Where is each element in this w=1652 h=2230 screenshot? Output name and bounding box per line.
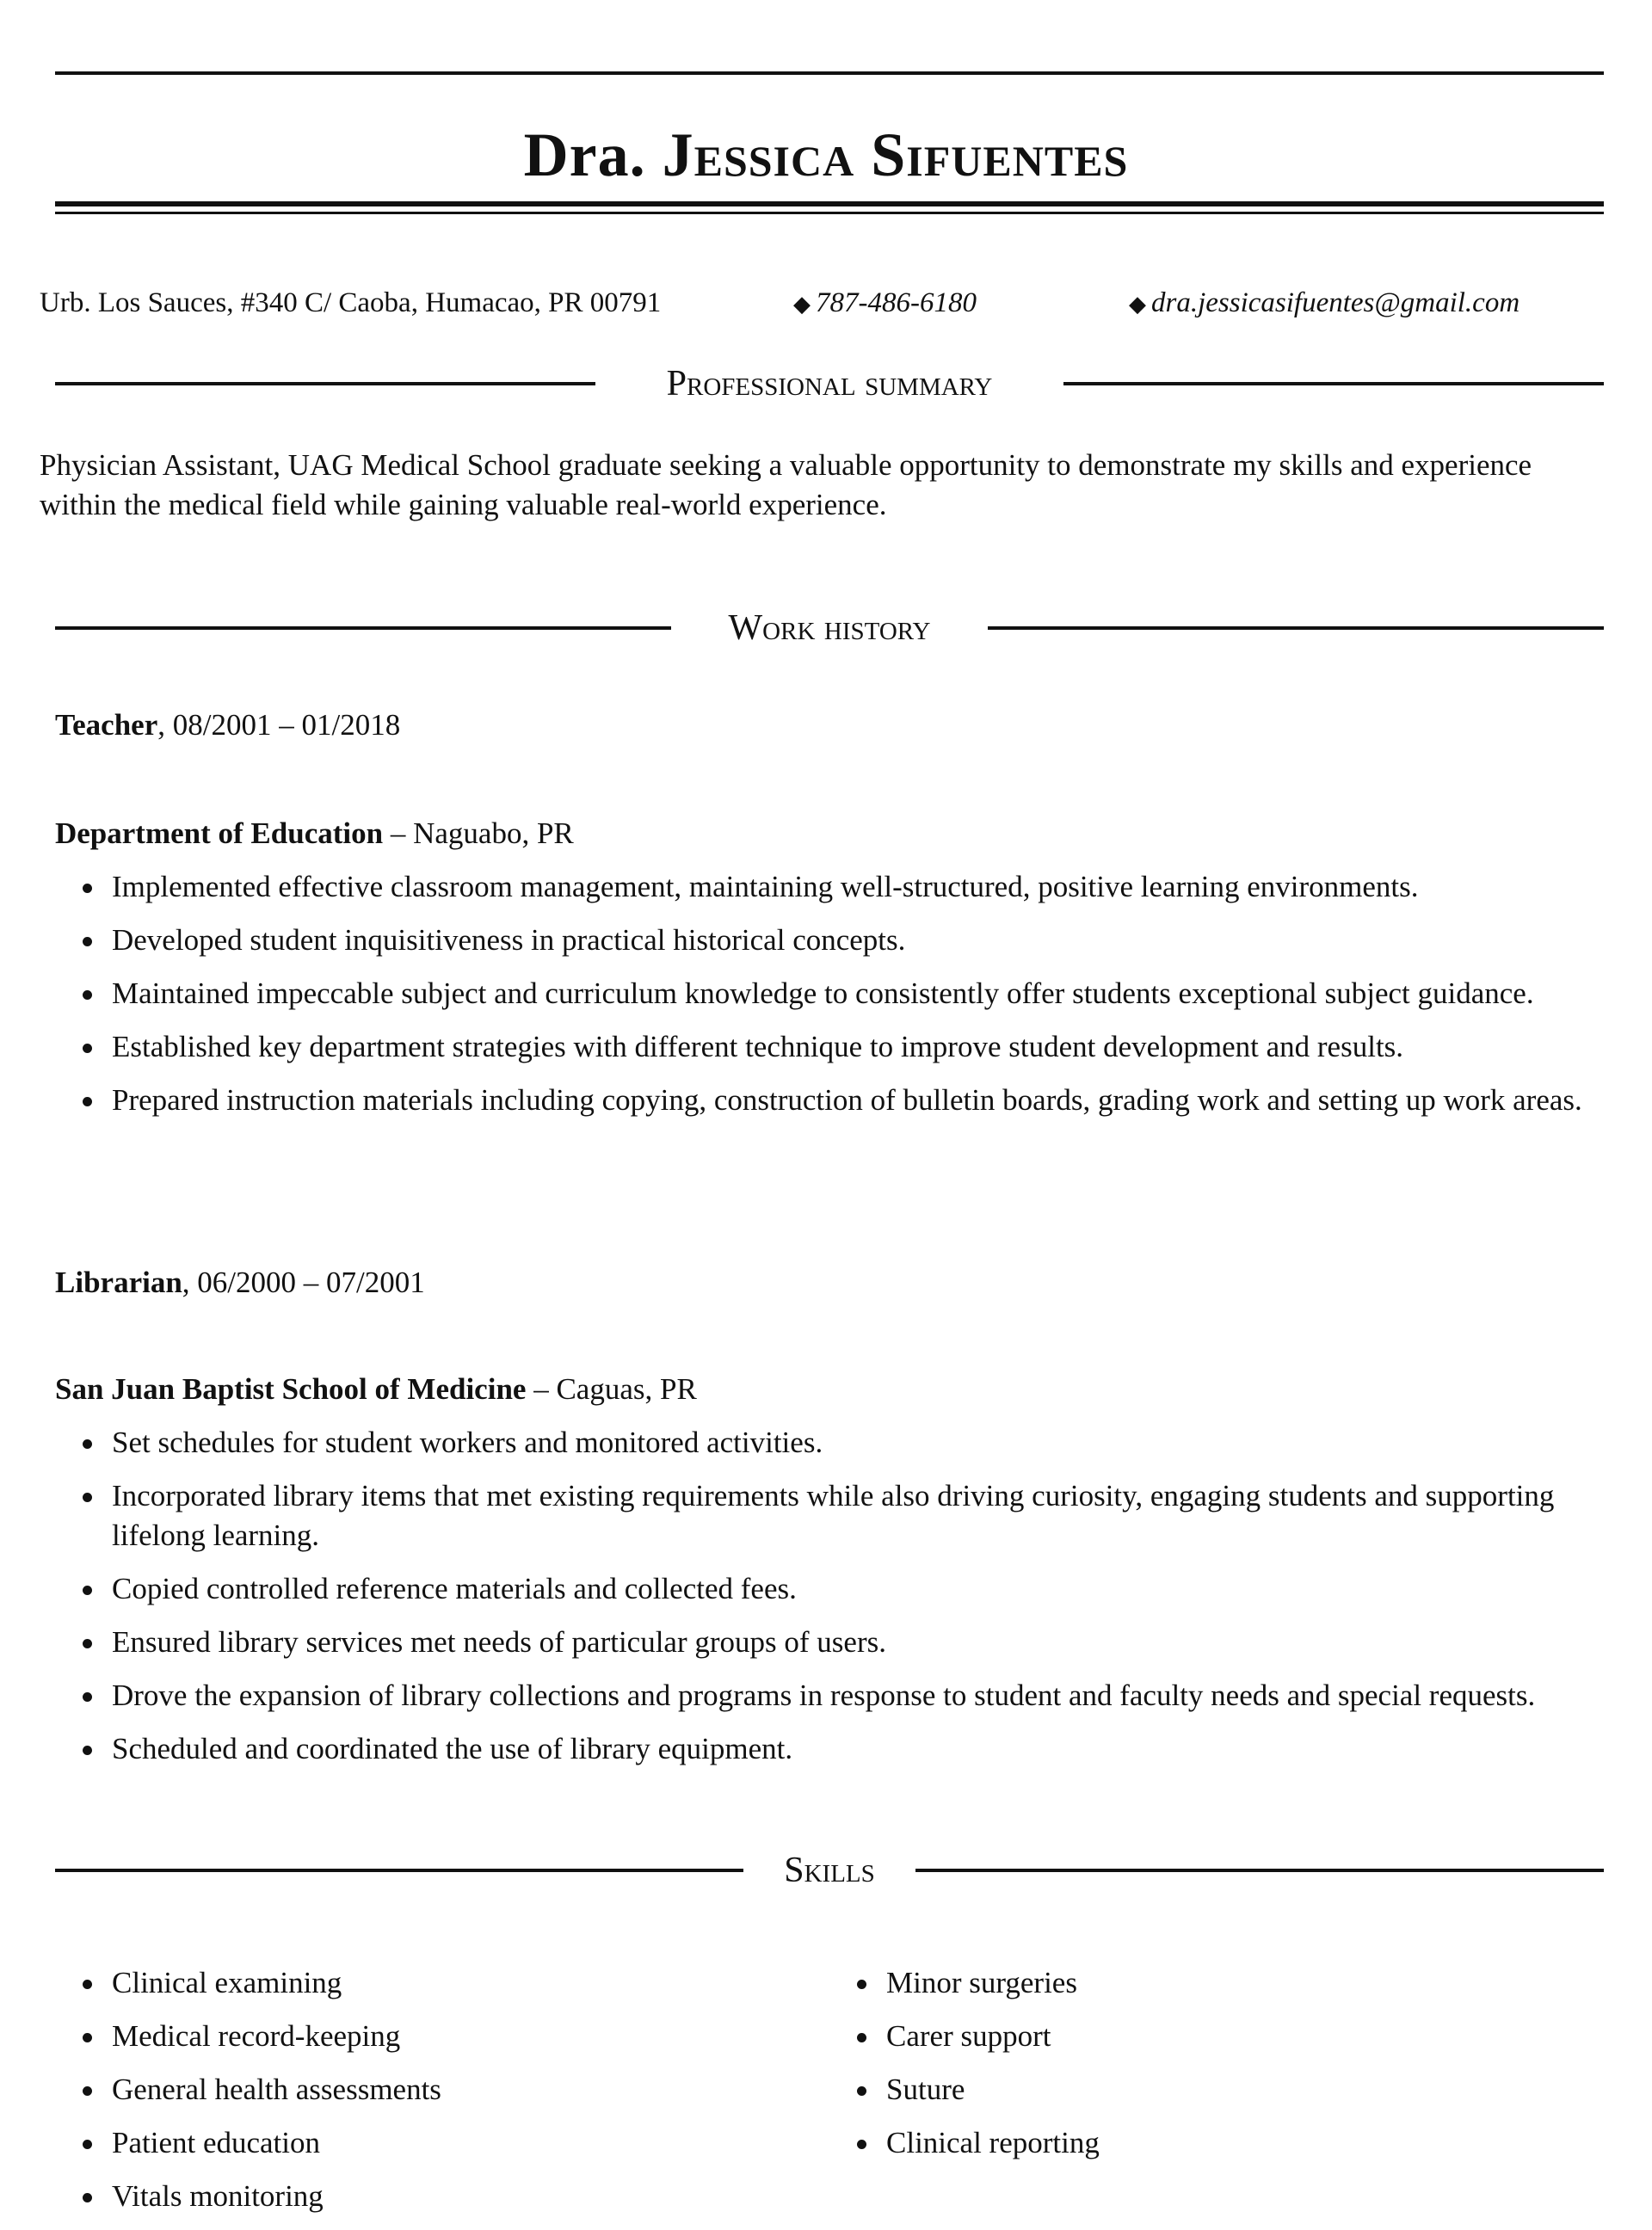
job-title-line (55, 705, 400, 745)
diamond-icon: ◆ (1129, 292, 1146, 317)
list-item: Drove the expansion of library collections and programs in response to student and faculty needs and special requests. (55, 1676, 1604, 1716)
job-bullets (55, 1423, 1604, 1783)
diamond-icon: ◆ (793, 292, 811, 317)
top-rule (55, 71, 1604, 75)
list-item: Developed student inquisitiveness in practical historical concepts. (55, 921, 1604, 960)
list-item: Set schedules for student workers and monitored activities. (55, 1423, 1604, 1463)
job-employer: San Juan Baptist School of Medicine (55, 1372, 527, 1406)
job-dates: , 06/2000 – 07/2001 (182, 1266, 425, 1299)
skills-list-left (55, 1963, 812, 2230)
job-location: – Caguas, PR (526, 1372, 697, 1406)
contact-email[interactable] (1129, 284, 1519, 322)
section-work-history (55, 602, 1604, 654)
list-item: Ensured library services met needs of particular groups of users. (55, 1623, 1604, 1662)
phone-text: 787-486-6180 (816, 287, 977, 318)
name-rule-thick (55, 201, 1604, 206)
skill-item: Minor surgeries (829, 1963, 1587, 2003)
job-bullets (55, 867, 1604, 1134)
name-rule-thin (55, 212, 1604, 214)
section-title: Work history (728, 608, 931, 648)
job-title-line (55, 1263, 425, 1303)
skill-item: Medical record-keeping (55, 2017, 812, 2056)
skill-item: Suture (829, 2070, 1587, 2110)
list-item: Incorporated library items that met existing requirements while also driving curiosity, engaging students and supporting lifelong learning. (55, 1476, 1604, 1555)
job-role: Teacher (55, 708, 158, 742)
job-employer: Department of Education (55, 816, 384, 850)
skill-item: Clinical examining (55, 1963, 812, 2003)
contact-phone[interactable] (793, 284, 977, 322)
skills-list-right (829, 1963, 1587, 2177)
name-prefix: Dra. (523, 120, 646, 189)
job-employer-line (55, 1370, 697, 1409)
contact-address: Urb. Los Sauces, #340 C/ Caoba, Humacao, PR 00791 (40, 287, 662, 318)
skill-item: Clinical reporting (829, 2123, 1587, 2163)
candidate-name (0, 112, 1652, 198)
email-text: dra.jessicasifuentes@gmail.com (1151, 287, 1520, 318)
list-item: Copied controlled reference materials and collected fees. (55, 1569, 1604, 1609)
name-first: Jessica (662, 120, 855, 189)
list-item: Scheduled and coordinated the use of library equipment. (55, 1729, 1604, 1769)
list-item: Maintained impeccable subject and curriculum knowledge to consistently offer students exceptional subject guidance. (55, 974, 1604, 1013)
job-role: Librarian (55, 1266, 182, 1299)
job-employer-line (55, 814, 574, 853)
list-item: Established key department strategies with different technique to improve student development and results. (55, 1027, 1604, 1067)
skill-item: Vitals monitoring (55, 2177, 812, 2216)
skill-item: Patient education (55, 2123, 812, 2163)
section-skills (55, 1845, 1604, 1896)
summary-text: Physician Assistant, UAG Medical School graduate seeking a valuable opportunity to demonstrate my skills and experience within the medical field while gaining valuable real-world experience. (40, 448, 1532, 521)
job-dates: , 08/2001 – 01/2018 (157, 708, 401, 742)
section-professional-summary (55, 358, 1604, 410)
skill-item: General health assessments (55, 2070, 812, 2110)
section-title: Professional summary (666, 364, 993, 403)
job-location: – Naguabo, PR (383, 816, 574, 850)
name-last: Sifuentes (871, 120, 1129, 189)
section-title: Skills (784, 1851, 875, 1890)
list-item: Implemented effective classroom management, maintaining well-structured, positive learning environments. (55, 867, 1604, 907)
skill-item: Carer support (829, 2017, 1587, 2056)
list-item: Prepared instruction materials including copying, construction of bulletin boards, grading work and setting up work areas. (55, 1081, 1604, 1120)
